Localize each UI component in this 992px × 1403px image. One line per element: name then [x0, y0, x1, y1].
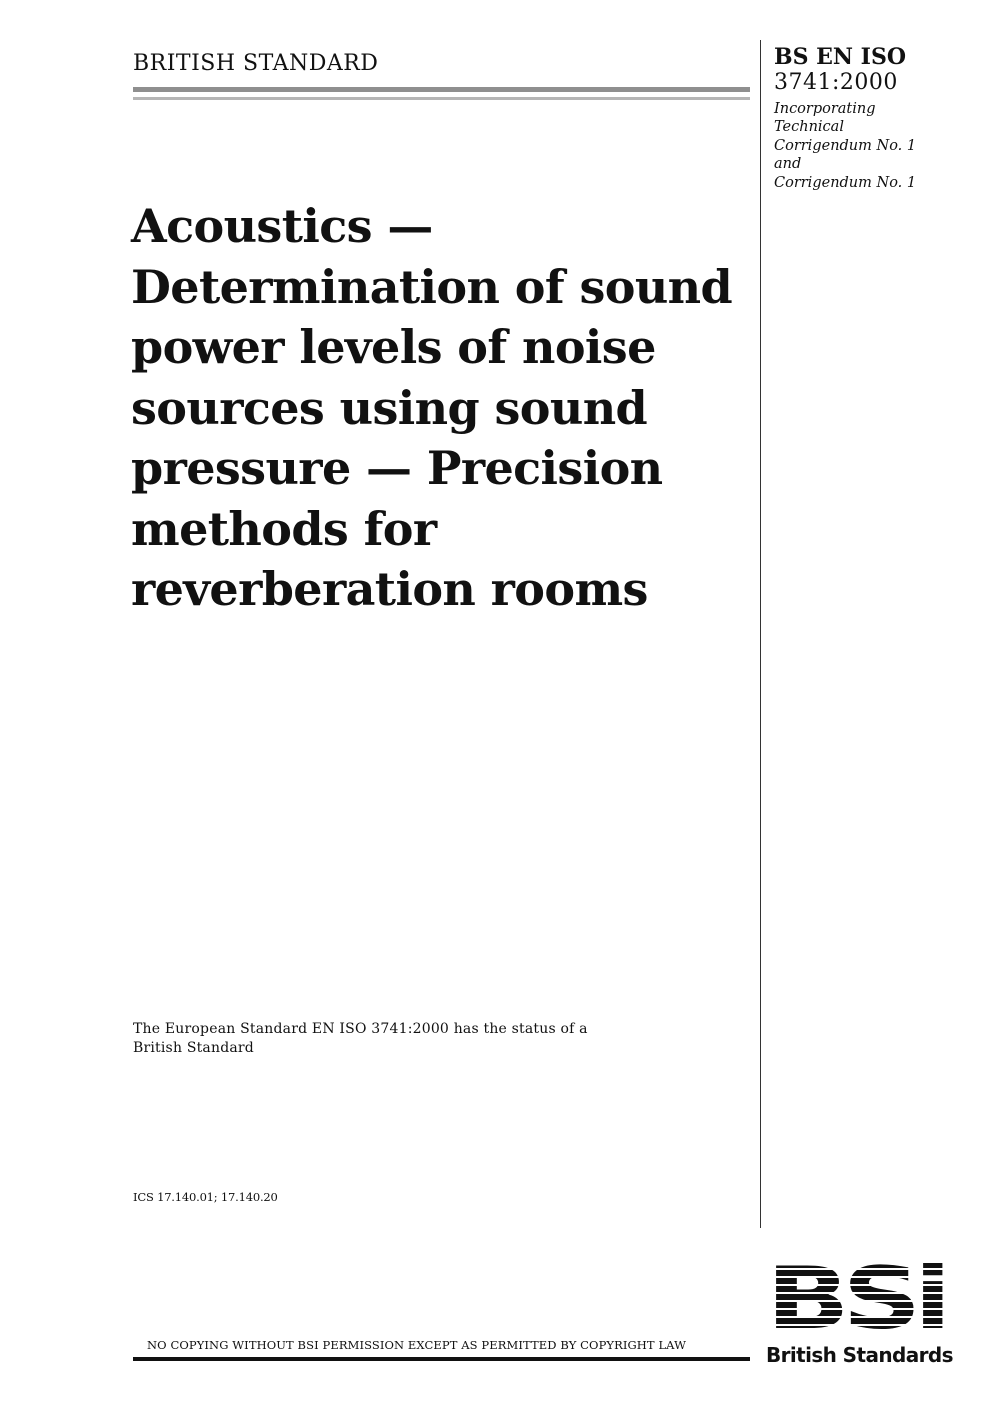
- title-line: Acoustics —: [131, 199, 433, 253]
- copyright-notice: NO COPYING WITHOUT BSI PERMISSION EXCEPT AS PERMITTED BY COPYRIGHT LAW: [147, 1338, 687, 1352]
- amendment-line: and: [774, 156, 802, 173]
- header-rule-thick: [133, 87, 750, 92]
- svg-text:BSi: BSi: [766, 1262, 944, 1349]
- document-title: [131, 196, 761, 620]
- standard-number: [774, 44, 906, 96]
- title-line: sources using sound: [131, 380, 648, 435]
- status-note: [133, 1020, 733, 1058]
- amendment-line: Corrigendum No. 1: [774, 174, 917, 191]
- header-rule-thin: [133, 97, 750, 100]
- standard-number-line1: BS EN ISO: [774, 44, 907, 70]
- bsi-logo-caption: British Standards: [766, 1343, 953, 1367]
- status-note-line: British Standard: [133, 1040, 254, 1056]
- amendment-line: Incorporating: [774, 101, 876, 117]
- amendment-line: Technical: [774, 119, 844, 136]
- standard-number-line2: 3741:2000: [774, 70, 898, 95]
- amendment-note: [774, 100, 954, 192]
- title-line: Determination of sound: [131, 259, 733, 314]
- title-line: pressure — Precision: [131, 441, 663, 495]
- footer-rule: [133, 1357, 750, 1361]
- ics-codes: ICS 17.140.01; 17.140.20: [133, 1190, 278, 1204]
- title-line: power levels of noise: [131, 320, 656, 374]
- title-line: reverberation rooms: [131, 562, 648, 616]
- status-note-line: The European Standard EN ISO 3741:2000 has the status of a: [133, 1021, 588, 1037]
- amendment-line: Corrigendum No. 1: [774, 137, 917, 154]
- title-line: methods for: [131, 501, 437, 556]
- document-type-label: BRITISH STANDARD: [133, 51, 379, 76]
